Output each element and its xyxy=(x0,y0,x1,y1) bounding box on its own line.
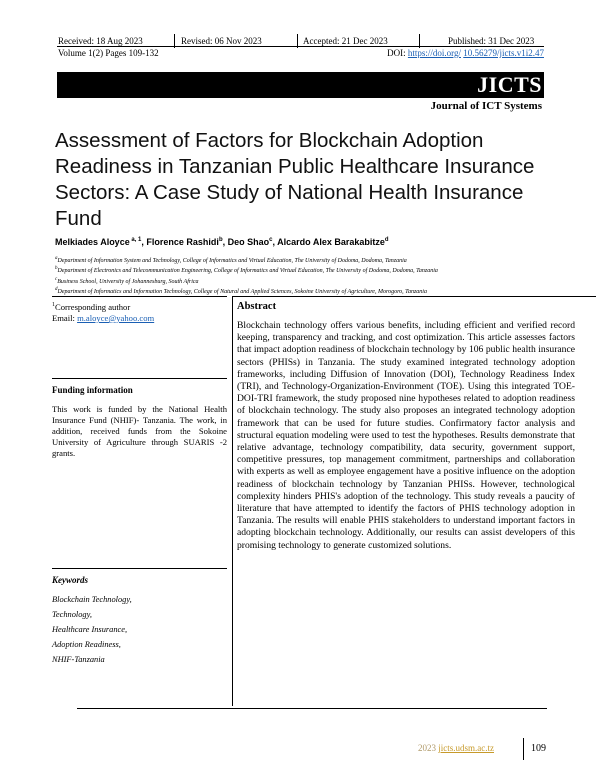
keyword: NHIF-Tanzania xyxy=(52,655,105,664)
corresponding-author: $^1$Corresponding author Email: m.aloyce@yahoo.com xyxy=(52,301,155,323)
funding-text: This work is funded by the National Health Insurance Fund (NHIF)- Tanzania. The work, in addition, received funds from the Sokoine University of Agriculture through SUARIS -2 grants. xyxy=(52,404,227,458)
revised-date: Revised: 06 Nov 2023 xyxy=(181,36,262,46)
accepted-date: Accepted: 21 Dec 2023 xyxy=(303,36,388,46)
author-list: Melkiades Aloyce $^{a, 1}$, Florence Rashidi$^b$, Deo Shao$^c$, Alcardo Alex Barakabitze$^d$ xyxy=(55,237,389,247)
sidebar-rule xyxy=(52,378,227,379)
column-divider xyxy=(232,296,233,706)
affiliation: $^c$Business School, University of Johannesburg, South Africa xyxy=(55,276,199,285)
abstract-top-rule xyxy=(232,296,596,297)
footer-link[interactable]: jicts.udsm.ac.tz xyxy=(438,743,494,753)
author: Melkiades Aloyce xyxy=(55,237,130,247)
paper-title: Assessment of Factors for Blockchain Adoption Readiness in Tanzanian Public Healthcare Insurance Sectors: A Case Study of National Health Insurance Fund xyxy=(55,129,535,230)
sidebar-rule xyxy=(52,568,227,569)
author: Florence Rashidi xyxy=(146,237,219,247)
author: Deo Shao xyxy=(227,237,270,247)
doi xyxy=(387,48,544,59)
doi-link-id[interactable]: 10.56279/jicts.v1i2.47 xyxy=(463,48,544,58)
footer-credit: 2023 jicts.udsm.ac.tz xyxy=(418,743,494,753)
keyword: Blockchain Technology, xyxy=(52,595,132,604)
published-date: Published: 31 Dec 2023 xyxy=(448,36,535,46)
author: Alcardo Alex Barakabitze xyxy=(277,237,385,247)
keywords-heading: Keywords xyxy=(52,575,88,585)
funding-heading: Funding information xyxy=(52,385,133,395)
volume-info: Volume 1(2) Pages 109-132 xyxy=(58,48,159,58)
journal-logo: JICTS xyxy=(477,72,542,97)
funding-section xyxy=(52,385,227,459)
keyword: Healthcare Insurance, xyxy=(52,625,128,634)
sidebar-top-rule xyxy=(52,296,227,297)
received-date: Received: 18 Aug 2023 xyxy=(58,36,143,46)
abstract-heading: Abstract xyxy=(237,301,277,312)
header-rule xyxy=(57,46,544,47)
journal-banner xyxy=(57,72,544,98)
affiliation: $^b$Department of Electronics and Telecommunication Engineering, College of Informatics and Virtual Education, The University of Dodoma, Dodoma, Tanzania xyxy=(55,266,438,275)
footer-divider xyxy=(523,738,524,760)
affiliation: $^d$Department of Informatics and Information Technology, College of Natural and Applied Sciences, Sokoine University of Agriculture, Morogoro, Tanzania xyxy=(55,287,427,296)
keyword: Technology, xyxy=(52,610,92,619)
bottom-rule xyxy=(77,708,547,709)
keyword: Adoption Readiness, xyxy=(52,640,121,649)
page-number: 109 xyxy=(531,743,546,754)
doi-label: DOI: xyxy=(387,48,408,58)
affiliation: $^a$Department of Information System and Technology, College of Informatics and Virtual Education, The University of Dodoma, Dodoma, Tanzania xyxy=(55,256,407,264)
doi-link-base[interactable]: https://doi.org/ xyxy=(407,48,461,58)
journal-name: Journal of ICT Systems xyxy=(430,100,542,112)
affiliations xyxy=(55,255,550,297)
abstract-text: Blockchain technology offers various benefits, including efficient and verified record keeping, transparency and tracking, and cost optimization. This article assesses factors that impact adoption readiness of blockchain technology by 106 public health insurance sectors (PHISs) in Tanzania. The study examined integrated technology adoption frameworks, including Diffusion of Innovation (DOI), Technology Readiness Index (TRI), and Technology-Organization-Environment (TOE). Using this integrated TOE-DOI-TRI framework, the study proposed nine hypotheses related to adoption readiness of blockchain technology. The study also proposes an integrated technology adoption framework that can be used for future studies. Confirmatory factor analysis and structural equation modeling were used to test the hypotheses. Results demonstrate that relative advantage, technology compatibility, data security, government support, competitive pressures, top management commitment, partnerships and collaboration with experts as well as employee engagement have a positive influence on the adoption readiness of blockchain technology by Tanzanian PHISs. However, technological complexity hinders PHIS's adoption of the technology. This study reveals a paucity of literature that have attempted to identify the factors of PHIS technology adoption in Tanzania. The results will enable PHIS stakeholders to understand important factors in adopting blockchain technology. Additionally, our results can assist developers of this promising technology to generate customized solutions. xyxy=(237,320,575,551)
keywords-section xyxy=(52,575,227,667)
email-link[interactable]: m.aloyce@yahoo.com xyxy=(77,312,155,323)
